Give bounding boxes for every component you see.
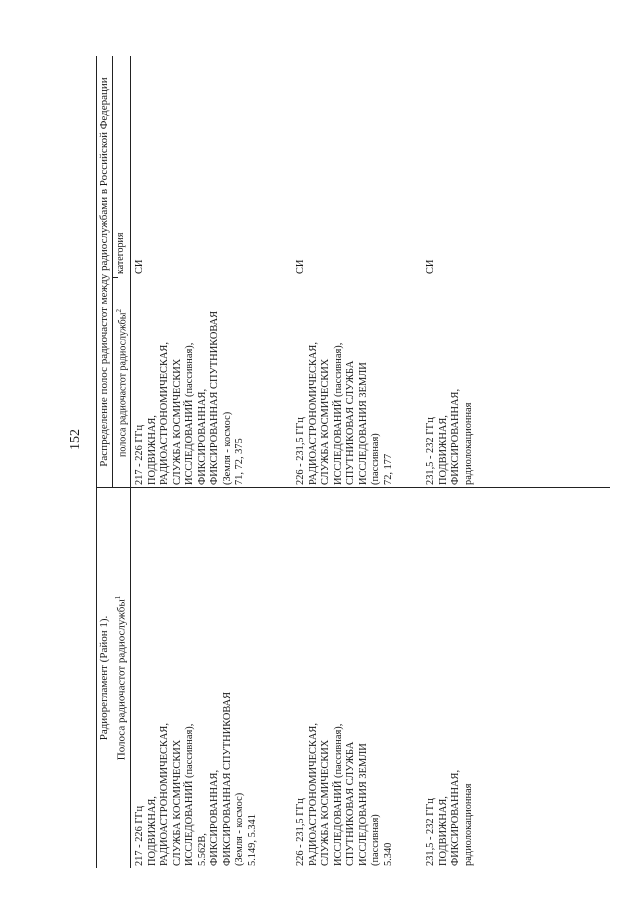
- row3-rf-cell: 231,5 - 232 ГГц ПОДВИЖНАЯ, ФИКСИРОВАННАЯ, радиолокационная: [425, 388, 474, 485]
- table-top-border: [96, 56, 97, 868]
- header-rr-title: Радиорегламент (Район 1).: [98, 615, 110, 741]
- row1-rr-cell: 217 - 226 ГГц ПОДВИЖНАЯ, РАДИОАСТРОНОМИЧЕСКАЯ, СЛУЖБА КОСМИЧЕСКИХ ИССЛЕДОВАНИЙ (пассивная), 5.562В, ФИКСИРОВАННАЯ, ФИКСИРОВАННАЯ СПУТНИКОВАЯ (Земля - космос) 5.149, 5.341: [134, 691, 258, 866]
- row3-category: СИ: [425, 259, 436, 274]
- row2-rf-cell: 226 - 231,5 ГГц РАДИОАСТРОНОМИЧЕСКАЯ, СЛУЖБА КОСМИЧЕСКИХ ИССЛЕДОВАНИЙ (пассивная), СПУТНИКОВАЯ СЛУЖБА ИССЛЕДОВАНИЯ ЗЕМЛИ (пассивная) 72, 177: [295, 342, 394, 485]
- header-category: категория: [115, 232, 126, 274]
- rotated-table-sheet: [70, 8, 610, 868]
- row3-rr-cell: 231,5 - 232 ГГц ПОДВИЖНАЯ, ФИКСИРОВАННАЯ, радиолокационная: [425, 769, 474, 866]
- page-number: 152: [68, 429, 83, 450]
- row1-category: СИ: [134, 259, 145, 274]
- row2-rr-cell: 226 - 231,5 ГГц РАДИОАСТРОНОМИЧЕСКАЯ, СЛУЖБА КОСМИЧЕСКИХ ИССЛЕДОВАНИЙ (пассивная), СПУТНИКОВАЯ СЛУЖБА ИССЛЕДОВАНИЯ ЗЕМЛИ (пассивная) 5.340: [295, 723, 394, 866]
- row2-category: СИ: [295, 259, 306, 274]
- group-header-divider: [112, 56, 113, 488]
- header-rf-group: Распределение полос радиочастот между радиослужбами в Российской Федерации: [98, 77, 110, 467]
- header-rf-band: полоса радиочастот радиослужбы$^2$: [115, 309, 129, 457]
- header-bottom-border: [130, 56, 131, 868]
- header-rr-subtitle: Полоса радиочастот радиослужбы$^1$: [114, 595, 128, 761]
- row1-rf-cell: 217 - 226 ГГц ПОДВИЖНАЯ, РАДИОАСТРОНОМИЧЕСКАЯ, СЛУЖБА КОСМИЧЕСКИХ ИССЛЕДОВАНИЙ (пассивная), ФИКСИРОВАННАЯ, ФИКСИРОВАННАЯ СПУТНИКОВАЯ (Земля - космос) 71, 72, 375: [134, 310, 245, 485]
- column-divider-1: [96, 487, 610, 488]
